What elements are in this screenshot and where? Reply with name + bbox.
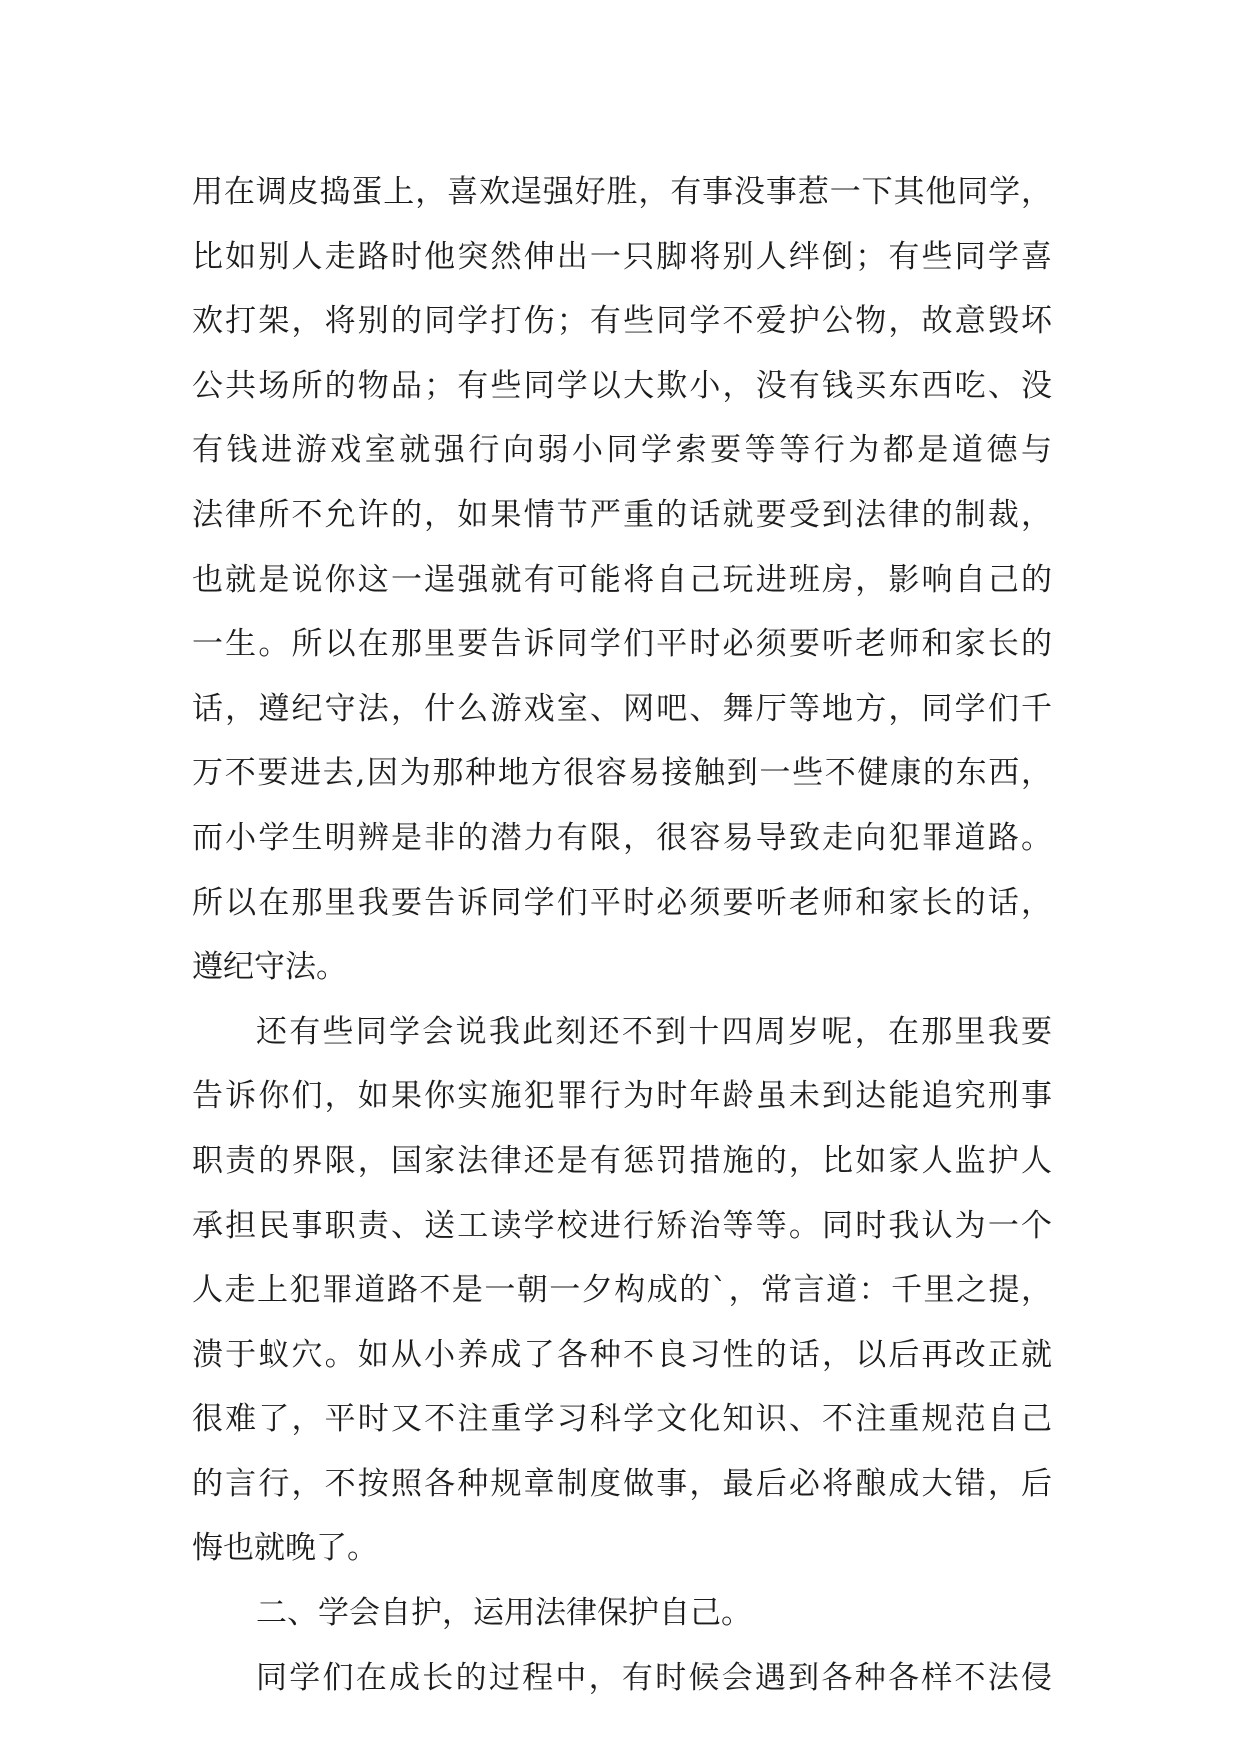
- text-line: 同学们在成长的过程中，有时候会遇到各种各样不法侵: [256, 1659, 1052, 1696]
- text-line: 而小学生明辨是非的潜力有限，很容易导致走向犯罪道路。: [192, 819, 1052, 856]
- text-line: 悔也就晚了。: [192, 1530, 378, 1567]
- text-line: 告诉你们，如果你实施犯罪行为时年龄虽未到达能追究刑事: [192, 1078, 1052, 1115]
- text-line: 用在调皮捣蛋上，喜欢逞强好胜，有事没事惹一下其他同学，: [192, 174, 1052, 210]
- text-line: 还有些同学会说我此刻还不到十四周岁呢，在那里我要: [256, 1013, 1052, 1050]
- text-line: 的言行，不按照各种规章制度做事，最后必将酿成大错，后: [192, 1465, 1052, 1502]
- text-line: 万不要进去,因为那种地方很容易接触到一些不健康的东西，: [192, 755, 1052, 792]
- text-line: 欢打架，将别的同学打伤；有些同学不爱护公物，故意毁坏: [192, 303, 1052, 340]
- text-line: 职责的界限，国家法律还是有惩罚措施的，比如家人监护人: [192, 1142, 1052, 1179]
- text-line: 二、学会自护，运用法律保护自己。: [256, 1595, 752, 1632]
- text-line: 遵纪守法。: [192, 949, 347, 986]
- text-line: 很难了，平时又不注重学习科学文化知识、不注重规范自己: [192, 1401, 1052, 1438]
- text-line: 承担民事职责、送工读学校进行矫治等等。同时我认为一个: [192, 1207, 1052, 1244]
- text-line: 话，遵纪守法，什么游戏室、网吧、舞厅等地方，同学们千: [192, 690, 1052, 727]
- text-line: 比如别人走路时他突然伸出一只脚将别人绊倒；有些同学喜: [192, 238, 1052, 275]
- text-line: 人走上犯罪道路不是一朝一夕构成的`，常言道：千里之提，: [192, 1272, 1052, 1309]
- text-line: 有钱进游戏室就强行向弱小同学索要等等行为都是道德与: [192, 432, 1052, 469]
- text-line: 溃于蚁穴。如从小养成了各种不良习性的话，以后再改正就: [192, 1336, 1052, 1373]
- text-line: 也就是说你这一逞强就有可能将自己玩进班房，影响自己的: [192, 561, 1052, 598]
- text-line: 所以在那里我要告诉同学们平时必须要听老师和家长的话，: [192, 884, 1052, 921]
- text-line: 公共场所的物品；有些同学以大欺小，没有钱买东西吃、没: [192, 367, 1052, 404]
- text-line: 一生。所以在那里要告诉同学们平时必须要听老师和家长的: [192, 626, 1052, 663]
- body-text: [192, 160, 1052, 1710]
- text-line: 法律所不允许的，如果情节严重的话就要受到法律的制裁，: [192, 496, 1052, 533]
